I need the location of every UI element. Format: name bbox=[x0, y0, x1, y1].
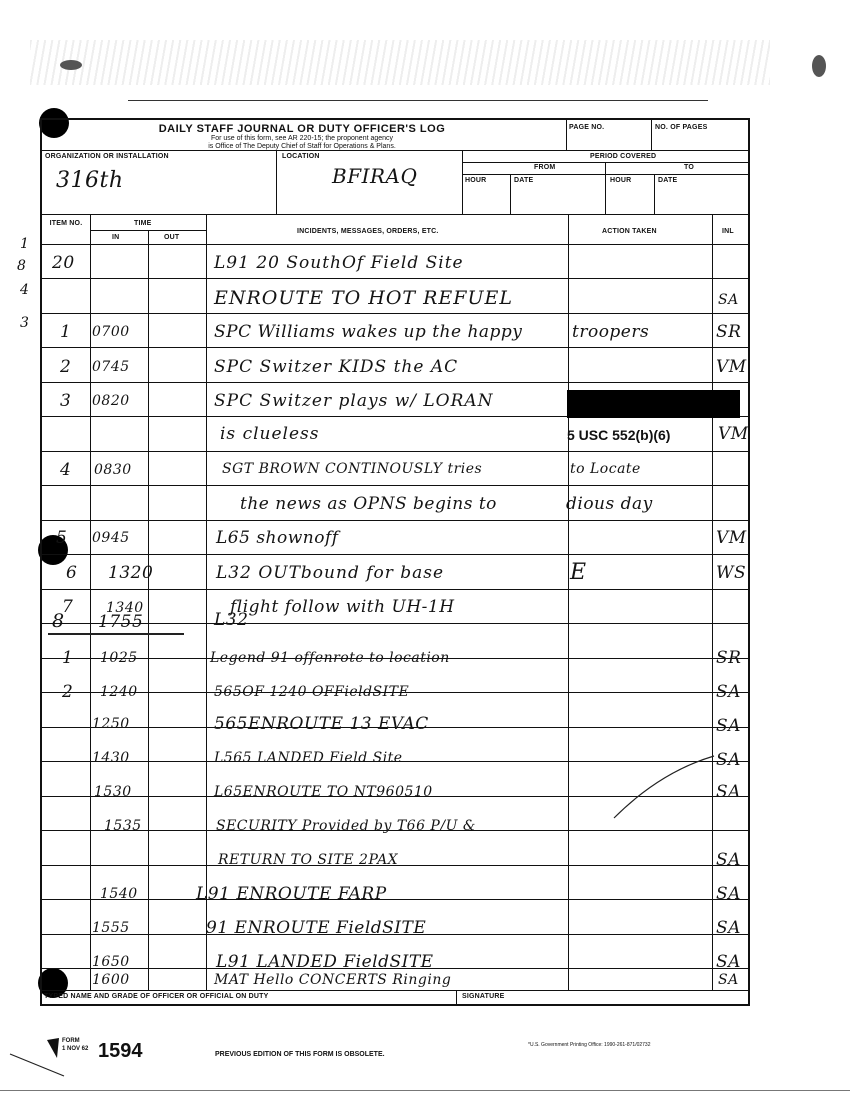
time-in: 1755 bbox=[98, 612, 144, 632]
initials: SA bbox=[716, 952, 741, 972]
incident-text: RETURN TO SITE 2PAX bbox=[218, 852, 399, 868]
incident-text: MAT Hello CONCERTS Ringing bbox=[214, 972, 452, 988]
time-in: 0830 bbox=[94, 462, 132, 478]
incident-text: L91 LANDED FieldSITE bbox=[216, 952, 434, 972]
time-in: 1600 bbox=[92, 972, 130, 988]
scan-edge bbox=[0, 1090, 850, 1091]
initials: SA bbox=[716, 716, 741, 736]
incident-text: SPC Switzer plays w/ LORAN bbox=[214, 391, 494, 411]
incident-text: 565ENROUTE 13 EVAC bbox=[214, 714, 429, 734]
initials: SR bbox=[716, 322, 742, 342]
item-no: 4 bbox=[60, 460, 72, 480]
initials: SR bbox=[716, 648, 742, 668]
item-no: 1 bbox=[60, 322, 72, 342]
time-in: 1535 bbox=[104, 818, 142, 834]
initials: SA bbox=[716, 918, 741, 938]
item-no: 2 bbox=[62, 682, 74, 702]
action-text: to Locate bbox=[570, 461, 641, 477]
underline-mark bbox=[48, 633, 184, 635]
item-no: 2 bbox=[60, 357, 72, 377]
form-label: FORM bbox=[62, 1038, 80, 1044]
col-item-no: ITEM NO. bbox=[49, 220, 83, 227]
incident-text: Legend 91 offenrote to location bbox=[210, 650, 450, 666]
incident-text: L91 ENROUTE FARP bbox=[196, 884, 387, 904]
margin-note: 8 bbox=[17, 258, 26, 274]
time-in: 0945 bbox=[92, 530, 130, 546]
item-no: 1 bbox=[62, 648, 74, 668]
to-hour-label: HOUR bbox=[610, 177, 632, 184]
incident-text: L32 OUTbound for base bbox=[216, 563, 445, 583]
time-in: 1540 bbox=[100, 886, 138, 902]
time-in: 1430 bbox=[92, 750, 130, 766]
form-title: DAILY STAFF JOURNAL OR DUTY OFFICER'S LOG bbox=[158, 123, 446, 135]
action-text: E bbox=[570, 560, 587, 585]
margin-note: 1 bbox=[20, 236, 29, 252]
item-no: 8 bbox=[52, 610, 65, 632]
location-value: BFIRAQ bbox=[332, 164, 418, 188]
to-date-label: DATE bbox=[658, 177, 678, 184]
pen-stroke bbox=[8, 1050, 68, 1080]
initials: SA bbox=[716, 782, 741, 802]
initials: VM bbox=[718, 424, 749, 444]
initials: VM bbox=[716, 528, 747, 548]
item-no: 7 bbox=[62, 597, 74, 617]
form-date: 1 NOV 62 bbox=[62, 1046, 89, 1052]
initials: SA bbox=[718, 292, 739, 308]
time-in: 1340 bbox=[106, 600, 144, 616]
time-in: 1320 bbox=[108, 563, 154, 583]
item-no: 20 bbox=[52, 253, 75, 273]
incident-text: 91 ENROUTE FieldSITE bbox=[206, 918, 427, 938]
incident-text: the news as OPNS begins to bbox=[240, 494, 497, 514]
incident-text: L91 20 SouthOf Field Site bbox=[214, 253, 464, 273]
org-value: 316th bbox=[56, 168, 124, 193]
item-no: 5 bbox=[56, 528, 68, 548]
action-text: dious day bbox=[566, 494, 653, 514]
form-number: 1594 bbox=[98, 1040, 143, 1062]
scan-speck bbox=[60, 60, 82, 70]
signature-label: SIGNATURE bbox=[462, 993, 505, 1000]
incident-text: L65ENROUTE TO NT960510 bbox=[214, 784, 433, 800]
time-in: 1650 bbox=[92, 954, 130, 970]
incident-text: L565 LANDED Field Site bbox=[214, 750, 403, 766]
previous-edition-note: PREVIOUS EDITION OF THIS FORM IS OBSOLETE. bbox=[215, 1051, 385, 1058]
typed-name-label: TYPED NAME AND GRADE OF OFFICER OR OFFICIAL ON DUTY bbox=[44, 993, 269, 1000]
item-no: 6 bbox=[66, 563, 78, 583]
time-in: 1240 bbox=[100, 684, 138, 700]
num-pages-label: NO. OF PAGES bbox=[655, 124, 708, 131]
time-in: 1555 bbox=[92, 920, 130, 936]
incident-text: ENROUTE TO HOT REFUEL bbox=[214, 287, 513, 309]
initials: SA bbox=[716, 884, 741, 904]
col-action: ACTION TAKEN bbox=[602, 228, 657, 235]
margin-note: 3 bbox=[20, 315, 29, 331]
initials: WS bbox=[716, 563, 747, 583]
time-in: 1025 bbox=[100, 650, 138, 666]
time-in: 0700 bbox=[92, 324, 130, 340]
incident-text: SECURITY Provided by T66 P/U & bbox=[216, 818, 476, 834]
initials: SA bbox=[716, 850, 741, 870]
incident-text: SPC Switzer KIDS the AC bbox=[214, 357, 459, 377]
action-text: troopers bbox=[572, 322, 650, 342]
time-in: 1250 bbox=[92, 716, 130, 732]
incident-text: SGT BROWN CONTINOUSLY tries bbox=[222, 461, 483, 477]
initials: SA bbox=[718, 972, 739, 988]
printing-office-note: *U.S. Government Printing Office: 1990-261-871/02732 bbox=[528, 1042, 651, 1048]
scan-noise bbox=[30, 40, 770, 85]
location-label: LOCATION bbox=[282, 153, 320, 160]
incident-text: L65 shownoff bbox=[216, 528, 339, 548]
journal-form bbox=[40, 118, 750, 1006]
incident-text: flight follow with UH-1H bbox=[230, 597, 455, 617]
from-hour-label: HOUR bbox=[465, 177, 487, 184]
incident-text: is clueless bbox=[220, 424, 320, 444]
period-label: PERIOD COVERED bbox=[590, 153, 657, 160]
initials: VM bbox=[716, 357, 747, 377]
col-incidents: INCIDENTS, MESSAGES, ORDERS, ETC. bbox=[297, 228, 439, 235]
time-in: 0820 bbox=[92, 393, 130, 409]
pen-stroke bbox=[610, 752, 720, 824]
redaction-citation: 5 USC 552(b)(6) bbox=[567, 427, 671, 443]
form-subtitle: is Office of The Deputy Chief of Staff for Operations & Plans. bbox=[208, 143, 396, 150]
to-label: TO bbox=[684, 164, 694, 171]
time-in: 0745 bbox=[92, 359, 130, 375]
col-in: IN bbox=[112, 234, 120, 241]
time-in: 1530 bbox=[94, 784, 132, 800]
scan-line bbox=[128, 100, 708, 101]
scan-speck bbox=[812, 55, 826, 77]
incident-text: 565OF 1240 OFFieldSITE bbox=[214, 684, 410, 700]
redaction-block bbox=[567, 390, 740, 418]
org-label: ORGANIZATION OR INSTALLATION bbox=[45, 153, 169, 160]
margin-note: 4 bbox=[20, 282, 29, 298]
from-date-label: DATE bbox=[514, 177, 534, 184]
item-no: 3 bbox=[60, 391, 72, 411]
initials: SA bbox=[716, 682, 741, 702]
incident-text: SPC Williams wakes up the happy bbox=[214, 322, 523, 342]
col-time: TIME bbox=[134, 220, 152, 227]
form-subtitle: For use of this form, see AR 220-15; the proponent agency bbox=[210, 135, 394, 142]
incident-text: L32 bbox=[214, 610, 249, 630]
initials: SA bbox=[716, 750, 741, 770]
page-no-label: PAGE NO. bbox=[569, 124, 605, 131]
col-initials: INL bbox=[722, 228, 734, 235]
from-label: FROM bbox=[534, 164, 556, 171]
col-out: OUT bbox=[164, 234, 180, 241]
